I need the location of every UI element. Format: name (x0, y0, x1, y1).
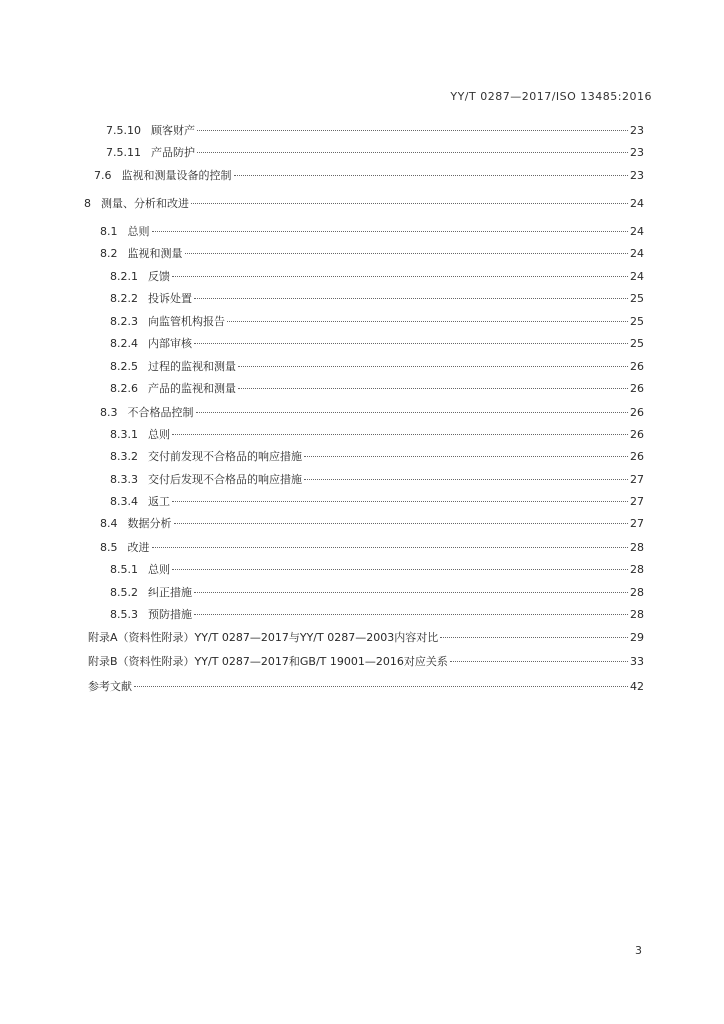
toc-entry-number: 8.2.5 (110, 360, 138, 373)
dot-leader (196, 412, 629, 413)
dot-leader (194, 343, 628, 344)
toc-entry-page: 24 (630, 270, 644, 283)
toc-entry-number: 8.3 (100, 406, 118, 419)
toc-entry-page: 42 (630, 680, 644, 693)
toc-entry (100, 225, 644, 239)
toc-entry-title: 总则 (148, 563, 170, 576)
toc-entry-page: 27 (630, 495, 644, 508)
toc-entry (110, 473, 644, 487)
toc-entry-number: 8.2.2 (110, 292, 138, 305)
dot-leader (234, 175, 629, 176)
toc-entry (110, 360, 644, 374)
toc-entry (100, 406, 644, 420)
toc-entry-title: 测量、分析和改进 (101, 197, 189, 210)
toc-entry-title: 产品防护 (151, 146, 195, 159)
page-number: 3 (635, 944, 642, 957)
toc-entry (88, 655, 644, 669)
toc-entry (88, 631, 644, 645)
dot-leader (191, 203, 628, 204)
toc-entry-page: 28 (630, 608, 644, 621)
standard-header: YY/T 0287—2017/ISO 13485:2016 (450, 90, 652, 103)
dot-leader (172, 276, 628, 277)
toc-entry (110, 563, 644, 577)
dot-leader (304, 456, 628, 457)
toc-entry (88, 680, 644, 694)
toc-entry-page: 27 (630, 517, 644, 530)
toc-entry-page: 26 (630, 382, 644, 395)
toc-entry-title: 顾客财产 (151, 124, 195, 137)
toc-entry-number: 8.3.3 (110, 473, 138, 486)
toc-entry (100, 247, 644, 261)
toc-entry-page: 27 (630, 473, 644, 486)
toc-entry-number: 8.2.6 (110, 382, 138, 395)
dot-leader (172, 501, 628, 502)
dot-leader (152, 231, 629, 232)
toc-entry-page: 25 (630, 292, 644, 305)
toc-entry-number: 8.5 (100, 541, 118, 554)
toc-entry-number: 8.2.4 (110, 337, 138, 350)
toc-entry-title: 产品的监视和测量 (148, 382, 236, 395)
toc-entry-title: 过程的监视和测量 (148, 360, 236, 373)
toc-entry-page: 29 (630, 631, 644, 644)
toc-entry-title: 总则 (148, 428, 170, 441)
toc-entry-page: 25 (630, 315, 644, 328)
dot-leader (134, 686, 628, 687)
toc-entry-page: 26 (630, 428, 644, 441)
dot-leader (152, 547, 629, 548)
toc-entry-page: 24 (630, 225, 644, 238)
toc-entry-title: 数据分析 (127, 517, 172, 530)
toc-entry-title: 总则 (127, 225, 150, 238)
toc-entry-page: 23 (630, 124, 644, 137)
dot-leader (227, 321, 628, 322)
dot-leader (194, 614, 628, 615)
toc-entry (110, 315, 644, 329)
dot-leader (197, 152, 628, 153)
toc-entry-title: 反馈 (148, 270, 170, 283)
toc-entry-page: 28 (630, 563, 644, 576)
toc-entry (110, 292, 644, 306)
toc-entry-title: 返工 (148, 495, 170, 508)
toc-entry-number: 8.3.4 (110, 495, 138, 508)
toc-entry-title: 向监管机构报告 (148, 315, 225, 328)
toc-entry-title: 参考文献 (88, 680, 132, 693)
toc-entry-number: 7.6 (94, 169, 112, 182)
toc-entry (110, 270, 644, 284)
toc-entry-title: 附录A（资料性附录）YY/T 0287—2017与YY/T 0287—2003内容对比 (88, 631, 439, 644)
toc-entry (110, 337, 644, 351)
toc-entry (110, 450, 644, 464)
dot-leader (172, 434, 628, 435)
toc-entry-page: 23 (630, 146, 644, 159)
toc-entry-number: 8.2.3 (110, 315, 138, 328)
toc-entry (110, 382, 644, 396)
toc-entry-title: 监视和测量 (127, 247, 183, 260)
toc-entry-title: 投诉处置 (148, 292, 192, 305)
toc-entry-page: 28 (630, 541, 644, 554)
dot-leader (238, 366, 628, 367)
toc-entry (110, 608, 644, 622)
toc-entry-title: 不合格品控制 (127, 406, 194, 419)
toc-entry (100, 541, 644, 555)
toc-entry-page: 28 (630, 586, 644, 599)
toc-entry (94, 169, 644, 183)
toc-entry-number: 8.5.3 (110, 608, 138, 621)
dot-leader (440, 637, 628, 638)
toc-entry-page: 24 (630, 247, 644, 260)
toc-entry (110, 428, 644, 442)
toc-entry-title: 改进 (127, 541, 150, 554)
dot-leader (194, 298, 628, 299)
toc-entry-number: 8.5.2 (110, 586, 138, 599)
dot-leader (172, 569, 628, 570)
toc-entry (106, 124, 644, 138)
toc-entry-page: 26 (630, 360, 644, 373)
toc-entry-title: 预防措施 (148, 608, 192, 621)
toc-entry-number: 8.2 (100, 247, 118, 260)
dot-leader (174, 523, 629, 524)
toc-entry-page: 26 (630, 450, 644, 463)
dot-leader (304, 479, 628, 480)
toc-entry (110, 495, 644, 509)
toc-entry (110, 586, 644, 600)
toc-entry-number: 8.3.1 (110, 428, 138, 441)
toc-entry-number: 8.2.1 (110, 270, 138, 283)
toc-entry-page: 23 (630, 169, 644, 182)
toc-entry (106, 146, 644, 160)
toc-entry-title: 交付后发现不合格品的响应措施 (148, 473, 302, 486)
toc-entry-number: 8.1 (100, 225, 118, 238)
toc-entry-title: 交付前发现不合格品的响应措施 (148, 450, 302, 463)
toc-entry-page: 24 (630, 197, 644, 210)
toc-entry-number: 8 (84, 197, 91, 210)
toc-entry-title: 监视和测量设备的控制 (121, 169, 232, 182)
toc-entry-number: 7.5.10 (106, 124, 141, 137)
toc-entry-number: 8.3.2 (110, 450, 138, 463)
dot-leader (194, 592, 628, 593)
toc-entry-title: 附录B（资料性附录）YY/T 0287—2017和GB/T 19001—2016对应关系 (88, 655, 448, 668)
toc-entry (84, 197, 644, 211)
toc-entry-title: 内部审核 (148, 337, 192, 350)
toc-entry-page: 33 (630, 655, 644, 668)
dot-leader (197, 130, 628, 131)
dot-leader (450, 661, 628, 662)
dot-leader (238, 388, 628, 389)
toc-entry-title: 纠正措施 (148, 586, 192, 599)
toc-entry (100, 517, 644, 531)
toc-entry-number: 7.5.11 (106, 146, 141, 159)
toc-entry-page: 26 (630, 406, 644, 419)
toc-entry-number: 8.4 (100, 517, 118, 530)
toc-entry-page: 25 (630, 337, 644, 350)
dot-leader (185, 253, 629, 254)
toc-entry-number: 8.5.1 (110, 563, 138, 576)
